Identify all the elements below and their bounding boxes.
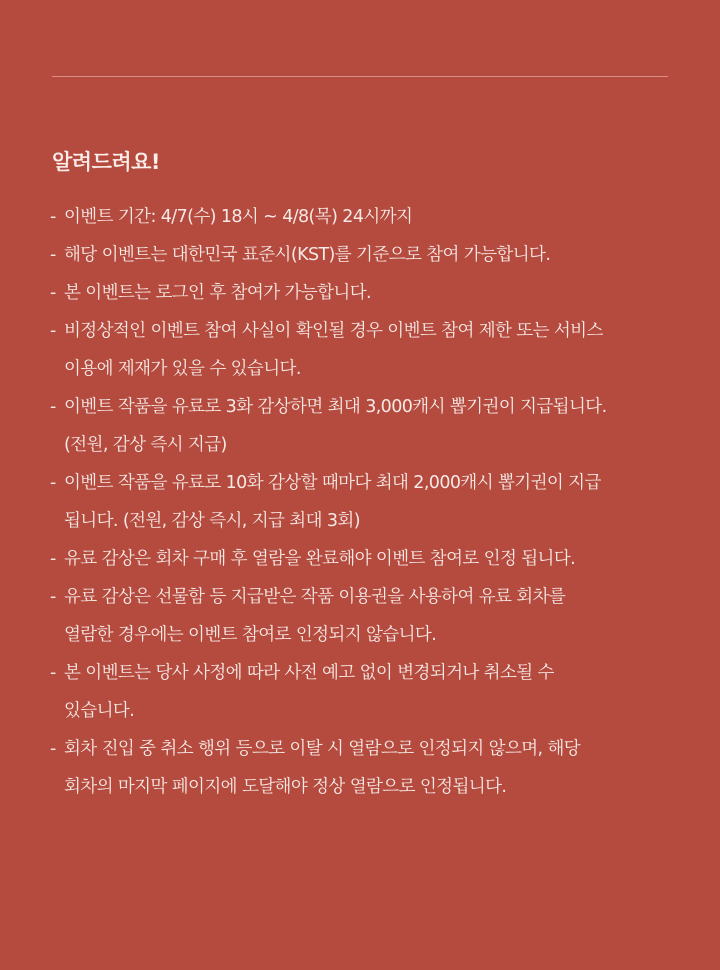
notice-line: 있습니다. bbox=[64, 701, 135, 721]
notice-item-text bbox=[64, 388, 690, 464]
notice-bullet-dash: - bbox=[50, 245, 57, 265]
notice-item bbox=[50, 730, 690, 806]
notice-line: 열람한 경우에는 이벤트 참여로 인정되지 않습니다. bbox=[64, 625, 437, 645]
notice-item bbox=[50, 198, 690, 236]
notice-item-text bbox=[64, 274, 690, 312]
notice-line: 이벤트 기간: 4/7(수) 18시 ~ 4/8(목) 24시까지 bbox=[64, 207, 413, 227]
notice-item-text bbox=[64, 730, 690, 806]
notice-item bbox=[50, 540, 690, 578]
notice-line: 유료 감상은 회차 구매 후 열람을 완료해야 이벤트 참여로 인정 됩니다. bbox=[64, 549, 576, 569]
notice-line: 이용에 제재가 있을 수 있습니다. bbox=[64, 359, 301, 379]
notice-line: 이벤트 작품을 유료로 10화 감상할 때마다 최대 2,000캐시 뽑기권이 지급 bbox=[64, 473, 601, 493]
notice-item-text bbox=[64, 198, 690, 236]
notice-item bbox=[50, 236, 690, 274]
notice-line: 해당 이벤트는 대한민국 표준시(KST)를 기준으로 참여 가능합니다. bbox=[64, 245, 551, 265]
notice-bullet-dash: - bbox=[50, 207, 57, 227]
notice-bullet-dash: - bbox=[50, 587, 57, 607]
notice-bullet-dash: - bbox=[50, 397, 57, 417]
notice-bullet-dash: - bbox=[50, 283, 57, 303]
notice-bullet-dash: - bbox=[50, 473, 57, 493]
notice-item bbox=[50, 388, 690, 464]
notice-line: 회차의 마지막 페이지에 도달해야 정상 열람으로 인정됩니다. bbox=[64, 777, 507, 797]
notice-item bbox=[50, 464, 690, 540]
notice-item-text bbox=[64, 540, 690, 578]
notice-item-text bbox=[64, 312, 690, 388]
notice-line: (전원, 감상 즉시 지급) bbox=[64, 435, 227, 455]
notice-item bbox=[50, 312, 690, 388]
notice-list bbox=[50, 198, 690, 806]
notice-bullet-dash: - bbox=[50, 321, 57, 341]
notice-line: 회차 진입 중 취소 행위 등으로 이탈 시 열람으로 인정되지 않으며, 해당 bbox=[64, 739, 581, 759]
notice-line: 유료 감상은 선물함 등 지급받은 작품 이용권을 사용하여 유료 회차를 bbox=[64, 587, 566, 607]
notice-line: 됩니다. (전원, 감상 즉시, 지급 최대 3회) bbox=[64, 511, 360, 531]
notice-bullet-dash: - bbox=[50, 663, 57, 683]
notice-line: 비정상적인 이벤트 참여 사실이 확인될 경우 이벤트 참여 제한 또는 서비스 bbox=[64, 321, 603, 341]
notice-line: 이벤트 작품을 유료로 3화 감상하면 최대 3,000캐시 뽑기권이 지급됩니다. bbox=[64, 397, 607, 417]
notice-bullet-dash: - bbox=[50, 739, 57, 759]
notice-line: 본 이벤트는 당사 사정에 따라 사전 예고 없이 변경되거나 취소될 수 bbox=[64, 663, 554, 683]
notice-bullet-dash: - bbox=[50, 549, 57, 569]
notice-item bbox=[50, 654, 690, 730]
notice-line: 본 이벤트는 로그인 후 참여가 가능합니다. bbox=[64, 283, 371, 303]
notice-item-text bbox=[64, 236, 690, 274]
notice-item-text bbox=[64, 578, 690, 654]
top-divider bbox=[52, 76, 668, 77]
notice-item-text bbox=[64, 464, 690, 540]
notice-title: 알려드려요! bbox=[52, 150, 161, 174]
notice-item bbox=[50, 274, 690, 312]
notice-item bbox=[50, 578, 690, 654]
notice-item-text bbox=[64, 654, 690, 730]
